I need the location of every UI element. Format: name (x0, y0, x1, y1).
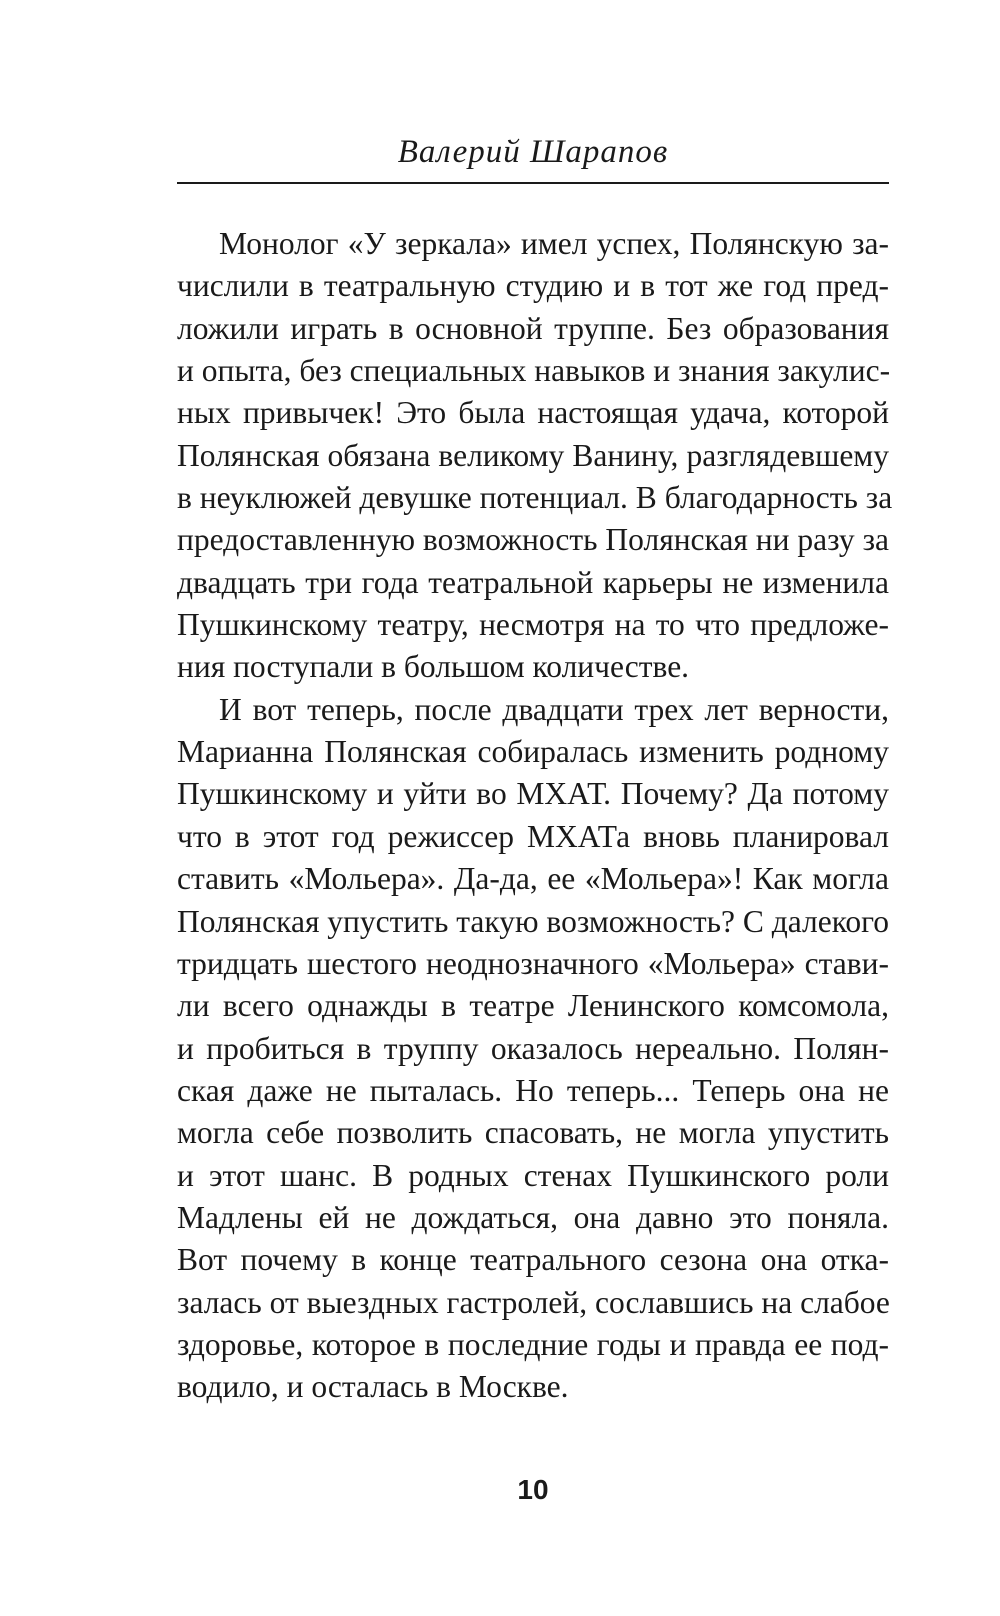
header-rule (177, 182, 889, 184)
text-line: и пробиться в труппу оказалось нереально. Полян- (177, 1030, 889, 1066)
text-line: ния поступали в большом количестве. (177, 649, 690, 685)
text-line: что в этот год режиссер МХАТа вновь планировал (177, 818, 889, 854)
text-line: ли всего однажды в театре Ленинского комсомола, (177, 988, 889, 1024)
text-line: ставить «Мольера». Да-да, ее «Мольера»! Как могла (177, 861, 889, 897)
text-line: И вот теперь, после двадцати трех лет верности, (219, 691, 889, 727)
body-text (177, 223, 893, 1409)
text-line: предоставленную возможность Полянская ни разу за (177, 522, 889, 558)
text-line: Пушкинскому и уйти во МХАТ. Почему? Да потому (177, 776, 889, 812)
text-line: ложили играть в основной труппе. Без образования (177, 310, 889, 346)
text-line: залась от выездных гастролей, сославшись на слабое (177, 1284, 890, 1320)
text-line: водило, и осталась в Москве. (177, 1369, 569, 1405)
text-line: и этот шанс. В родных стенах Пушкинского роли (177, 1157, 889, 1193)
text-line: Полянская обязана великому Ванину, разглядевшему (177, 437, 889, 473)
text-line: ных привычек! Это была настоящая удача, которой (177, 395, 889, 431)
text-line: Монолог «У зеркала» имел успех, Полянскую за- (219, 226, 889, 261)
text-line: и опыта, без специальных навыков и знания закулис- (177, 353, 891, 389)
running-head-author: Валерий Шарапов (397, 134, 669, 170)
text-line: в неуклюжей девушке потенциал. В благодарность за (177, 480, 893, 516)
text-line: Марианна Полянская собиралась изменить родному (177, 734, 889, 770)
text-line: могла себе позволить спасовать, не могла упустить (177, 1115, 889, 1151)
text-line: двадцать три года театральной карьеры не изменила (177, 564, 889, 600)
page-number: 10 (517, 1474, 549, 1505)
text-line: Мадлены ей не дождаться, она давно это поняла. (177, 1199, 889, 1235)
text-line: числили в театральную студию и в тот же год пред- (177, 268, 889, 304)
text-line: тридцать шестого неоднозначного «Мольера» стави- (177, 945, 889, 981)
text-line: Полянская упустить такую возможность? С далекого (177, 903, 890, 939)
text-line: Вот почему в конце театрального сезона она отка- (177, 1242, 889, 1278)
text-line: ская даже не пыталась. Но теперь... Теперь она не (177, 1072, 889, 1108)
text-line: Пушкинскому театру, несмотря на то что предложе- (177, 607, 889, 643)
text-line: здоровье, которое в последние годы и правда ее под- (177, 1326, 889, 1362)
